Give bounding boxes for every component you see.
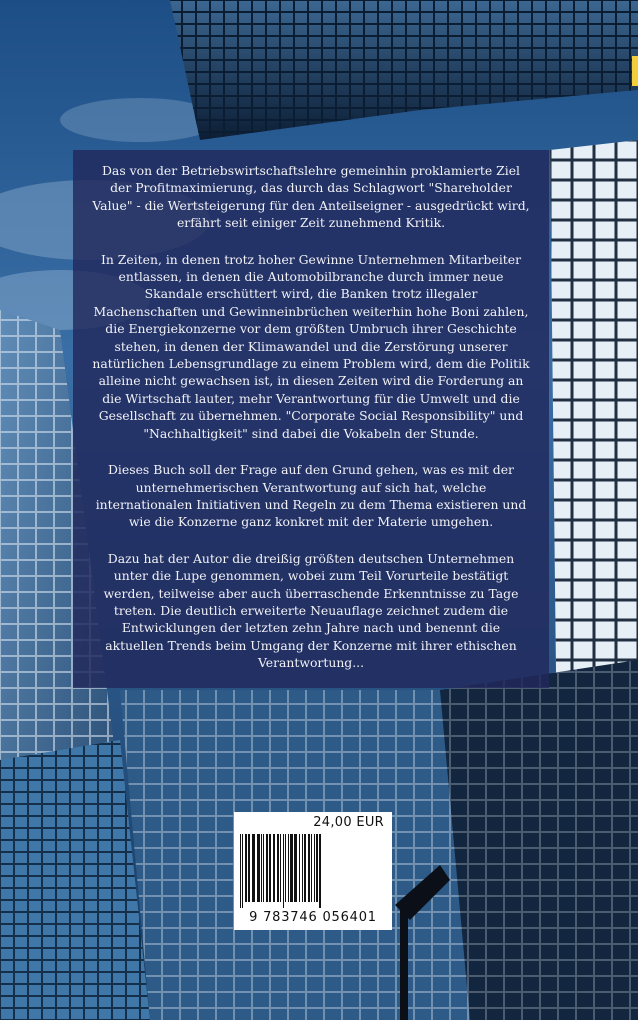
- isbn-barcode: [238, 834, 388, 908]
- blurb-paragraph-4: Dazu hat der Autor die dreißig größten deutschen Unternehmen unter die Lupe genommen, wobei zum Teil Vorurteile bestätigt werden, teilweise aber auch überraschende Erkenntnisse zu Tage treten. Die deutlich erweiterte Neuauflage zeichnet zudem die Entwicklungen der letzten zehn Jahre nach und benennt die aktuellen Trends beim Umgang der Konzerne mit ihrer ethischen Verantwortung...: [103, 550, 519, 671]
- barcode-bar: [314, 834, 315, 902]
- barcode-bar: [302, 834, 303, 902]
- barcode-bar: [266, 834, 268, 902]
- barcode-bar: [294, 834, 297, 902]
- price-label: 24,00 EUR: [313, 815, 384, 830]
- barcode-bar: [316, 834, 318, 902]
- barcode-bar: [299, 834, 300, 902]
- barcode-bar: [245, 834, 247, 902]
- barcode-label: [234, 812, 392, 930]
- barcode-bar: [277, 834, 279, 902]
- barcode-bar: [257, 834, 260, 902]
- barcode-bar: [285, 834, 286, 902]
- barcode-bar: [240, 834, 241, 908]
- barcode-bar: [261, 834, 262, 902]
- barcode-bar: [304, 834, 306, 902]
- barcode-bar: [311, 834, 312, 902]
- barcode-bar: [288, 834, 289, 902]
- barcode-bar: [263, 834, 264, 902]
- barcode-bar: [269, 834, 271, 902]
- barcode-bar: [248, 834, 250, 902]
- blurb-paragraph-3: Dieses Buch soll der Frage auf den Grund gehen, was es mit der unternehmerischen Verantwortung auf sich hat, welche internationalen Initiativen und Regeln zu dem Thema existieren und wie die Konzerne ganz konkret mit der Materie umgehen.: [95, 462, 527, 530]
- barcode-bar: [242, 834, 243, 908]
- barcode-bar: [280, 834, 281, 902]
- spine-accent-mark: [632, 56, 638, 86]
- isbn-number: 9 783746 056401: [249, 910, 377, 925]
- barcode-bar: [319, 834, 321, 908]
- barcode-bar: [290, 834, 293, 902]
- blurb-paragraph-2: In Zeiten, in denen trotz hoher Gewinne Unternehmen Mitarbeiter entlassen, in denen die Automobilbranche durch immer neue Skandale erschüttert wird, die Banken trotz illegaler Machenschaften und Gewinneinbrüchen weiterhin hohe Boni zahlen, die Energiekonzerne vor dem größten Umbruch ihrer Geschichte stehen, in denen der Klimawandel und die Zerstörung unserer natürlichen Lebensgrundlage zu einem Problem wird, dem die Politik alleine nicht gewachsen ist, in diesen Zeiten wird die Forderung an die Wirtschaft lauter, mehr Verantwortung für die Umwelt und die Gesellschaft zu übernehmen. "Corporate Social Responsibility" und "Nachhaltigkeit" sind dabei die Vokabeln der Stunde.: [92, 251, 530, 441]
- barcode-bar: [273, 834, 275, 902]
- barcode-bar: [252, 834, 255, 902]
- barcode-bar: [283, 834, 284, 908]
- blurb-panel: [73, 150, 549, 688]
- blurb-paragraph-1: Das von der Betriebswirtschaftslehre gemeinhin proklamierte Ziel der Profitmaximierung, das durch das Schlagwort "Shareholder Value" - die Wertsteigerung für den Anteilseigner - ausgedrückt wird, erfährt seit einiger Zeit zunehmend Kritik.: [92, 163, 530, 231]
- barcode-bar: [308, 834, 310, 902]
